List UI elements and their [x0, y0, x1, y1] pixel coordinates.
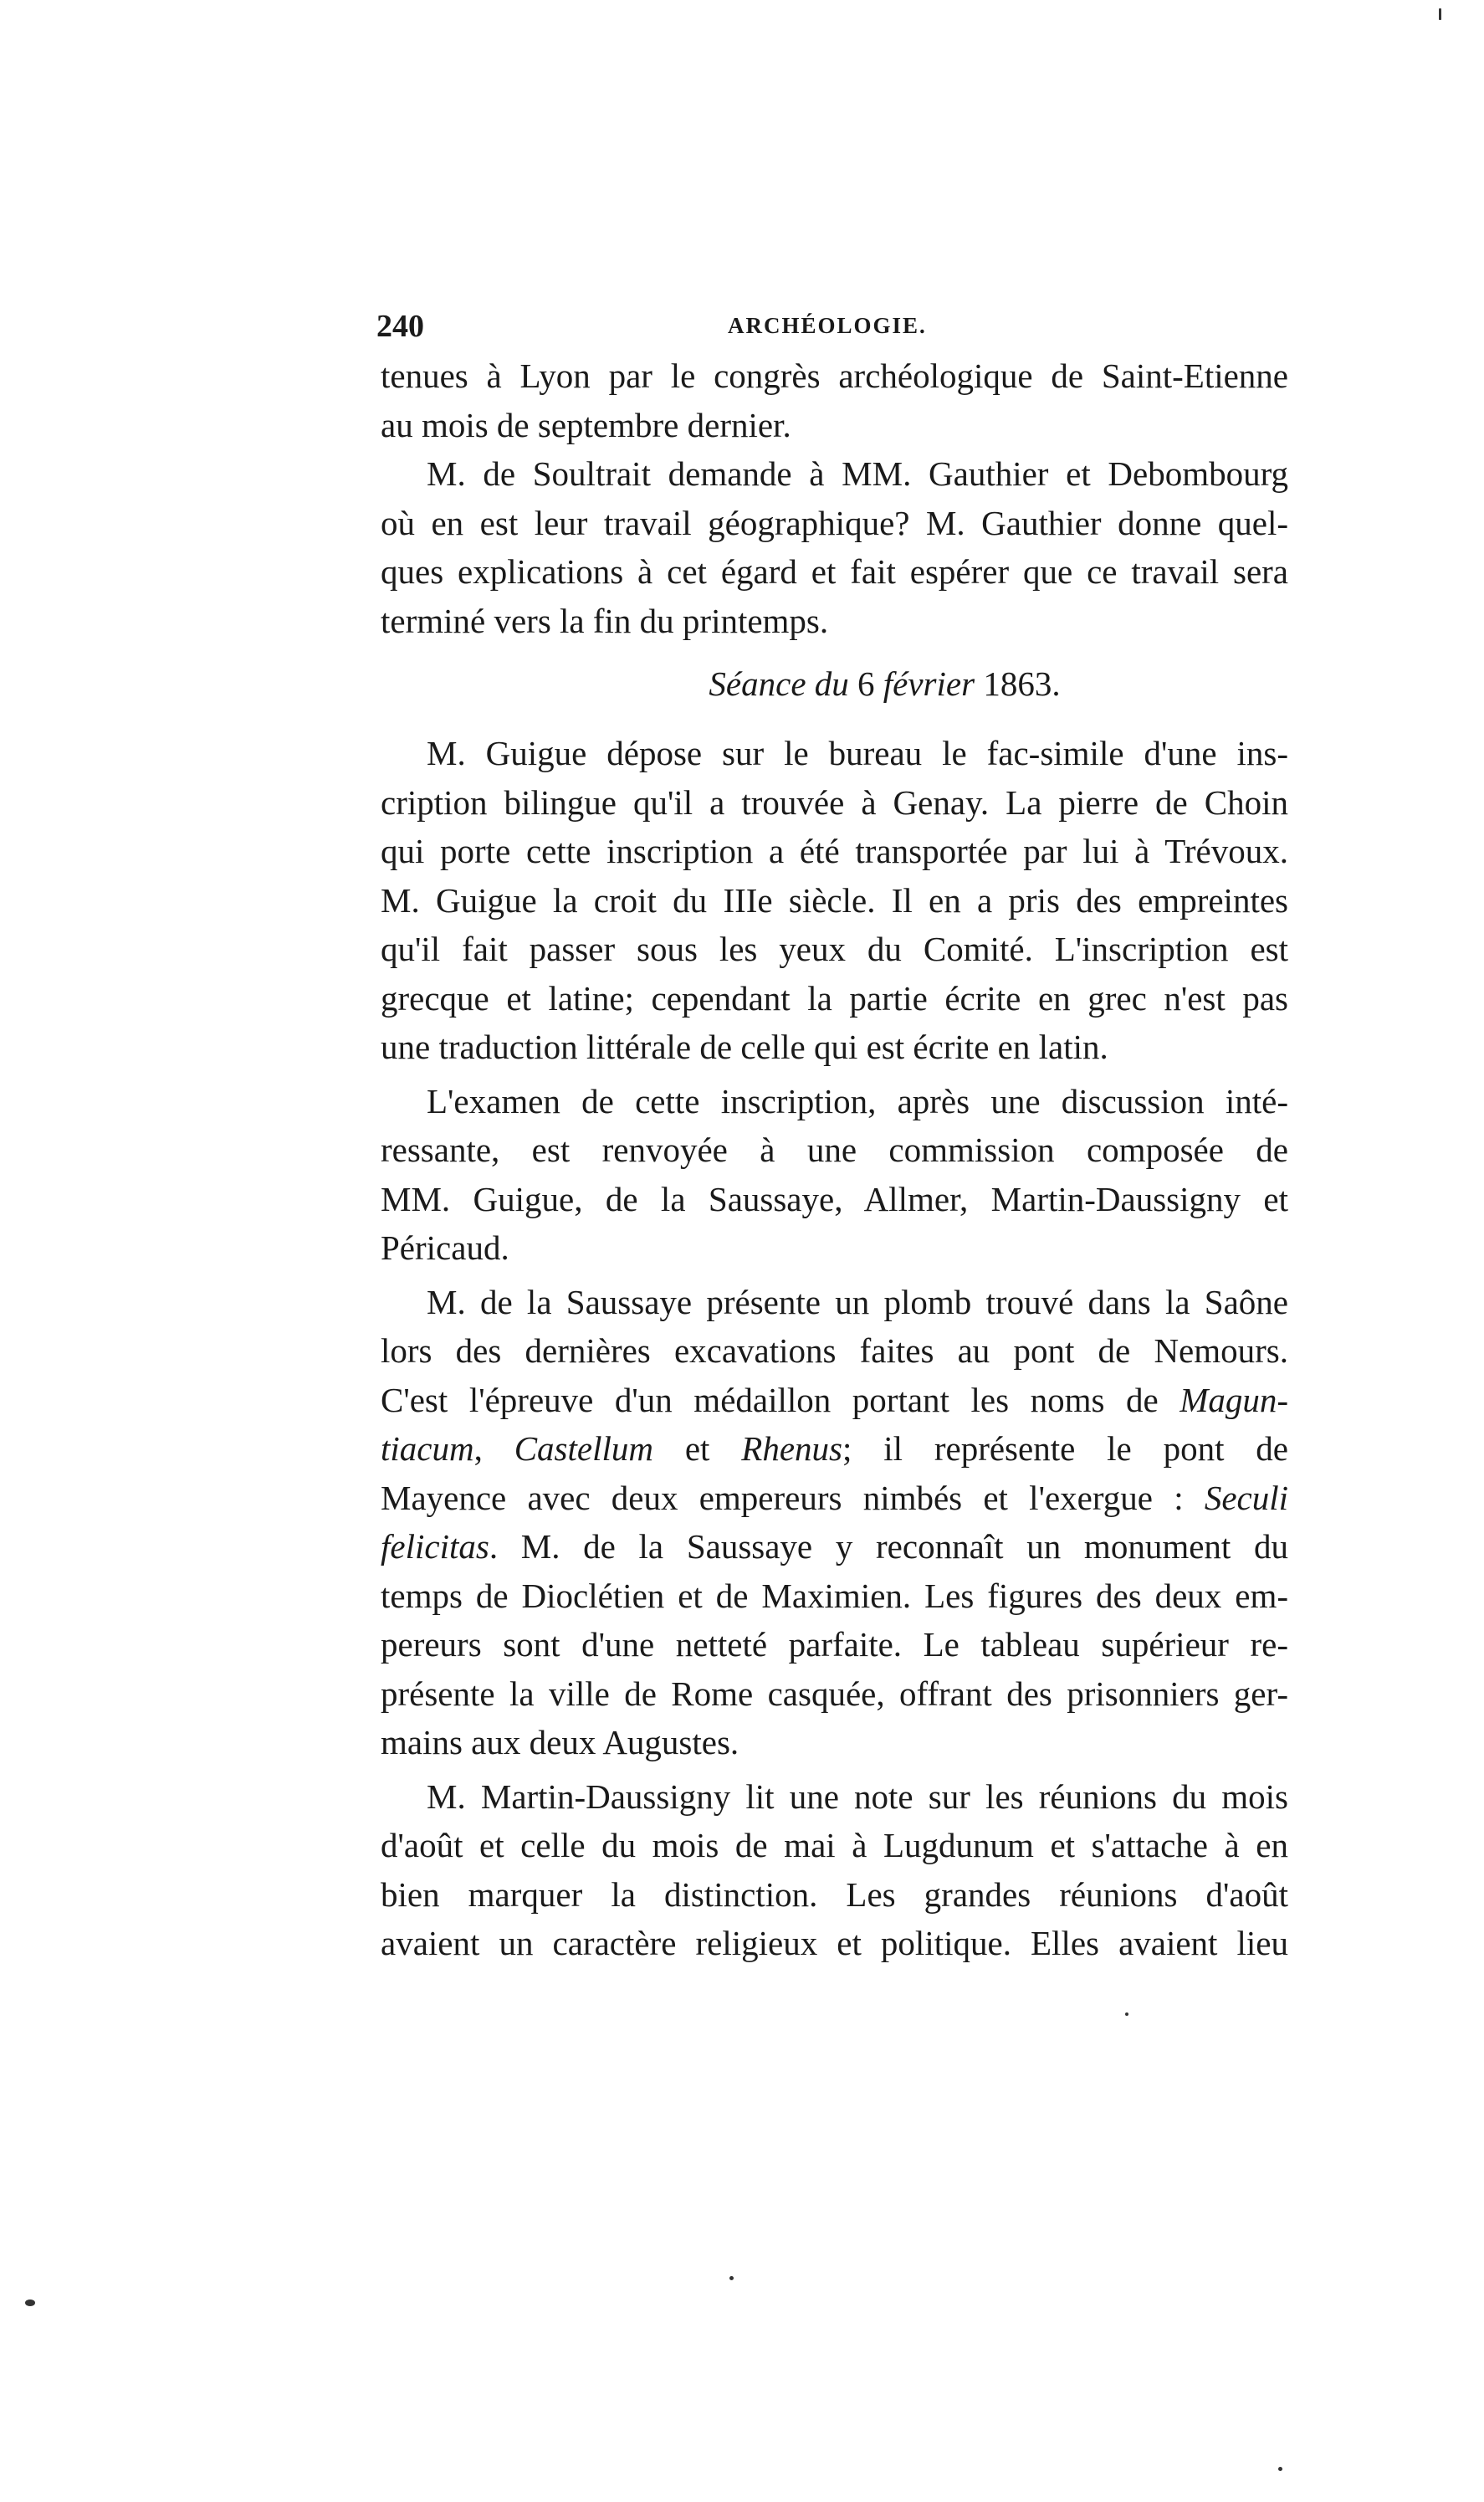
- text-run: et: [653, 1429, 742, 1468]
- text-line: terminé vers la fin du printemps.: [381, 601, 829, 640]
- text-line: tenues à Lyon par le congrès archéologique de Saint-Etienne: [381, 356, 1288, 395]
- page-number: 240: [376, 309, 424, 344]
- text-line: M. Guigue la croit du IIIe siècle. Il en a pris des empreintes: [381, 880, 1288, 920]
- italic-run: Rhenus: [741, 1429, 842, 1468]
- text-line: temps de Dioclétien et de Maximien. Les figures des deux em-: [381, 1576, 1288, 1615]
- text-line: grecque et latine; cependant la partie écrite en grec n'est pas: [381, 978, 1288, 1018]
- text-line: lors des dernières excavations faites au pont de Nemours.: [381, 1331, 1288, 1370]
- italic-run: Seculi: [1204, 1478, 1288, 1517]
- text-line: pereurs sont d'une netteté parfaite. Le tableau supérieur re-: [381, 1625, 1288, 1664]
- text-line: qu'il fait passer sous les yeux du Comité. L'inscription est: [381, 930, 1288, 968]
- heading-du: du: [814, 664, 849, 703]
- text-run: . M. de la Saussaye y reconnaît un monument du: [489, 1527, 1288, 1566]
- scan-speck: [1278, 2467, 1282, 2471]
- text-line: MM. Guigue, de la Saussaye, Allmer, Martin-Daussigny et: [381, 1179, 1288, 1218]
- text-line: qui porte cette inscription a été transportée par lui à Trévoux.: [381, 832, 1288, 870]
- text-line: au mois de septembre dernier.: [381, 405, 791, 444]
- italic-run: Magun-: [1180, 1380, 1288, 1419]
- text-run: ,: [473, 1429, 514, 1468]
- running-title: ARCHÉOLOGIE.: [728, 313, 927, 338]
- italic-run: Castellum: [514, 1429, 653, 1468]
- text-line: ques explications à cet égard et fait espérer que ce travail sera: [381, 552, 1288, 591]
- paragraph-5: [381, 1278, 1288, 1767]
- text-line: ressante, est renvoyée à une commission composée de: [381, 1131, 1288, 1169]
- italic-run: tiacum: [381, 1429, 474, 1468]
- text-line: L'examen de cette inscription, après une discussion inté-: [427, 1081, 1288, 1120]
- paragraph-4: [381, 1077, 1288, 1273]
- paragraph-1: [381, 351, 1288, 449]
- body-text: [381, 351, 1288, 1968]
- heading-seance: Séance: [709, 664, 806, 703]
- heading-day: 6: [857, 664, 875, 703]
- text-line: [381, 1424, 1288, 1474]
- scan-speck: [729, 2276, 734, 2280]
- scan-speck: [1125, 2012, 1128, 2016]
- text-line: M. Guigue dépose sur le bureau le fac-simile d'une ins-: [427, 734, 1288, 772]
- text-line: [381, 1522, 1288, 1571]
- text-line: Péricaud.: [381, 1228, 509, 1267]
- paragraph-6: [381, 1772, 1288, 1968]
- scan-speck: [1439, 8, 1441, 20]
- text-run: Mayence avec deux empereurs nimbés et l'exergue :: [381, 1478, 1205, 1517]
- text-line: M. de Soultrait demande à MM. Gauthier et Debombourg: [427, 454, 1288, 493]
- text-line: M. Martin-Daussigny lit une note sur les réunions du mois: [427, 1777, 1288, 1816]
- text-line: d'août et celle du mois de mai à Lugdunum et s'attache à en: [381, 1826, 1288, 1864]
- text-run: C'est l'épreuve d'un médaillon portant les noms de: [381, 1380, 1180, 1419]
- text-line: présente la ville de Rome casquée, offrant des prisonniers ger-: [381, 1674, 1288, 1713]
- text-line: bien marquer la distinction. Les grandes réunions d'août: [381, 1874, 1288, 1914]
- running-head: [376, 308, 1305, 350]
- heading-month: février: [883, 664, 975, 703]
- text-line: cription bilingue qu'il a trouvée à Genay. La pierre de Choin: [381, 782, 1288, 822]
- paragraph-3: [381, 729, 1288, 1072]
- scan-speck: [25, 2299, 35, 2306]
- paragraph-2: [381, 449, 1288, 645]
- heading-year: 1863.: [983, 664, 1061, 703]
- text-line: une traduction littérale de celle qui est écrite en latin.: [381, 1028, 1108, 1066]
- text-line: [381, 1376, 1288, 1425]
- italic-run: felicitas: [381, 1527, 489, 1566]
- text-line: M. de la Saussaye présente un plomb trouvé dans la Saône: [427, 1282, 1288, 1321]
- text-line: mains aux deux Augustes.: [381, 1723, 739, 1761]
- text-line: avaient un caractère religieux et politique. Elles avaient lieu: [381, 1924, 1288, 1962]
- text-line: où en est leur travail géographique? M. Gauthier donne quel-: [381, 503, 1288, 542]
- session-heading: [381, 650, 1288, 717]
- text-line: [381, 1474, 1288, 1523]
- text-run: ; il représente le pont de: [842, 1429, 1289, 1468]
